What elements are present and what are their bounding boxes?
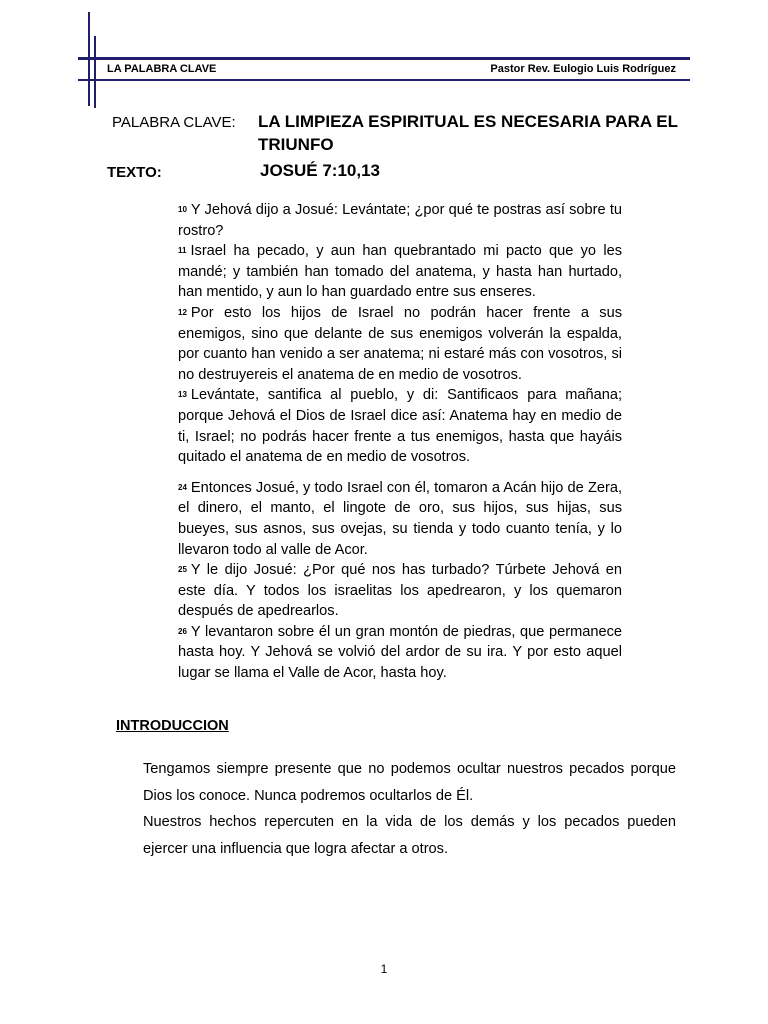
page-number: 1 [380,962,388,976]
verse [178,622,622,684]
verse-text: Levántate, santifica al pueblo, y di: Santificaos para mañana; porque Jehová el Dios de Israel dice así: Anatema hay en medio de ti, Israel; no podrás hacer frente a tus enemigos, hasta que hayáis quitado el anatema de en medio de vosotros. [178,387,622,466]
header-vertical-rule-2 [94,36,96,108]
text-label: TEXTO: [107,164,162,181]
header-author: Pastor Rev. Eulogio Luis Rodríguez [490,63,676,75]
introduction-body [143,756,676,862]
verse-number: 11 [178,246,187,256]
header-bottom-rule [78,79,690,81]
verse-number: 25 [178,565,187,575]
verse-number: 12 [178,307,187,317]
verse-number: 26 [178,626,187,636]
keyword-label: PALABRA CLAVE: [112,114,236,131]
keyword-title: LA LIMPIEZA ESPIRITUAL ES NECESARIA PARA EL TRIUNFO [258,112,678,154]
verse [178,560,622,622]
verse [178,478,622,560]
header-top-rule [78,57,690,60]
verse [178,303,622,385]
verse-text: Y levantaron sobre él un gran montón de piedras, que permanece hasta hoy. Y Jehová se volvió del ardor de su ira. Y por esto aquel lugar se llama el Valle de Acor, hasta hoy. [178,623,622,682]
verse-text: Y le dijo Josué: ¿Por qué nos has turbado? Túrbete Jehová en este día. Y todos los israelitas los apedrearon, y los quemaron después de apedrearlos. [178,562,622,620]
verse-text: Entonces Josué, y todo Israel con él, tomaron a Acán hijo de Zera, el dinero, el manto, el lingote de oro, sus hijos, sus hijas, sus bueyes, sus asnos, sus ovejas, su tienda y todo cuanto tenía, y lo llevaron todo al valle de Acor. [178,479,622,558]
verse [178,385,622,467]
verse [178,241,622,303]
verse [178,200,622,241]
verse-text: Y Jehová dijo a Josué: Levántate; ¿por qué te postras así sobre tu rostro? [178,202,622,239]
header-document-title: LA PALABRA CLAVE [107,63,217,75]
scripture-passage [178,200,622,684]
verse-text: Israel ha pecado, y aun han quebrantado mi pacto que yo les mandé; y también han tomado del anatema, y hasta han hurtado, han mentido, y aun lo han guardado entre sus enseres. [178,243,622,301]
introduction-paragraph: Nuestros hechos repercuten en la vida de los demás y los pecados pueden ejercer una influencia que logra afectar a otros. [143,814,676,857]
verse-number: 24 [178,482,187,492]
verse-text: Por esto los hijos de Israel no podrán hacer frente a sus enemigos, sino que delante de sus enemigos volverán la espalda, por cuanto han venido a ser anatema; ni estaré más con vosotros, si no destruyereis el anatema de en medio de vosotros. [178,304,622,383]
introduction-heading: INTRODUCCION [116,718,229,734]
verse-number: 10 [178,205,187,214]
introduction-paragraph: Tengamos siempre presente que no podemos ocultar nuestros pecados porque Dios los conoce. Nunca podremos ocultarlos de Él. [143,761,676,804]
verse-number: 13 [178,390,187,400]
scripture-reference: JOSUÉ 7:10,13 [260,161,381,180]
